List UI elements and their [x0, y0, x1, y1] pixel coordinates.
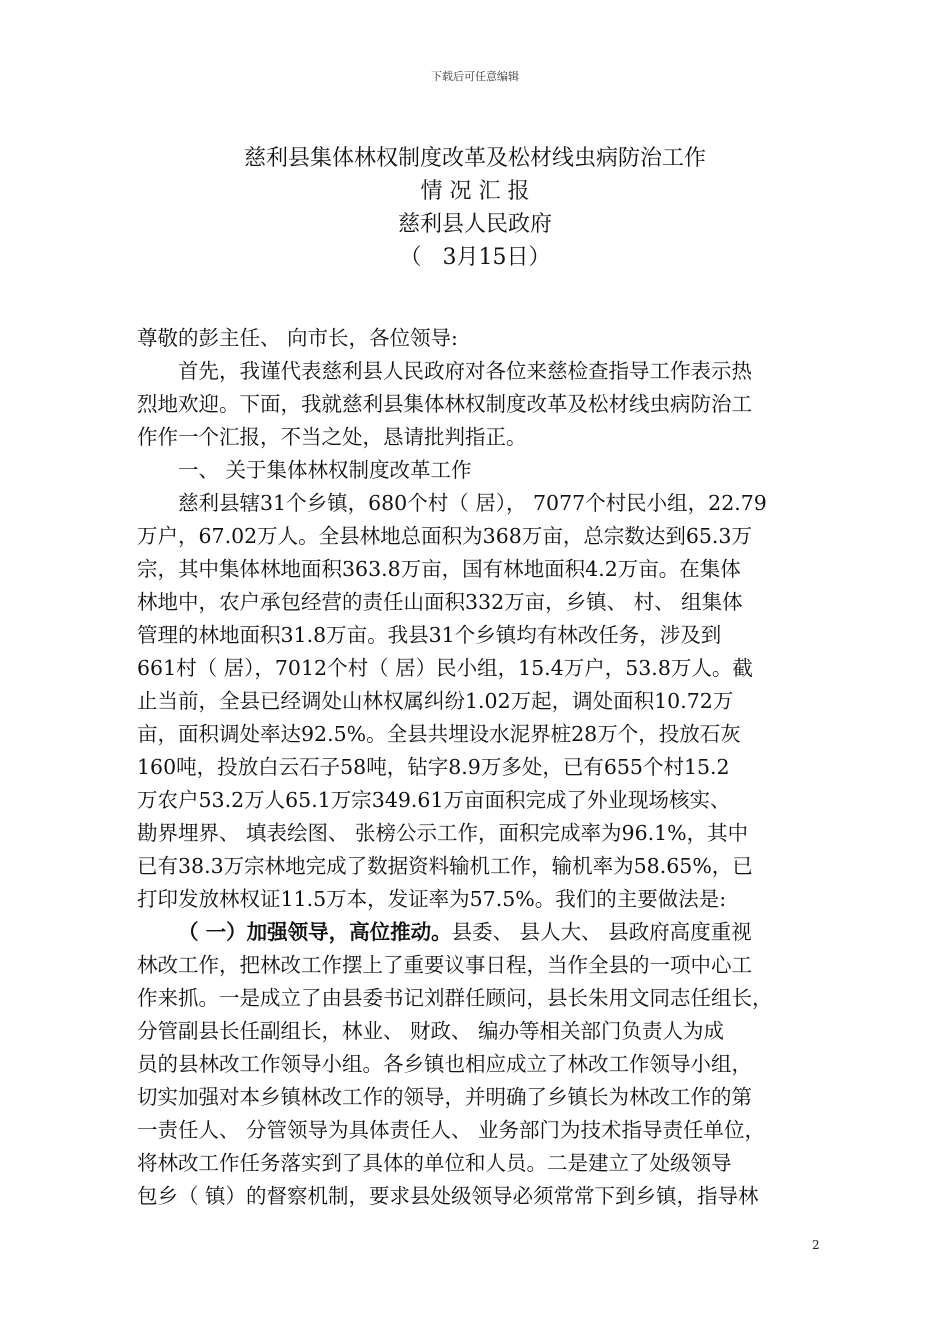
paragraph-line: 首先，我谨代表慈利县人民政府对各位来慈检查指导工作表示热	[178, 359, 752, 383]
title-line: 慈利县人民政府	[397, 212, 552, 237]
paragraph-line: 勘界埋界、 填表绘图、 张榜公示工作，面积完成率为96.1%，其中	[137, 821, 749, 845]
paragraph-line: 亩，面积调处率达92.5%。全县共埋设水泥界桩28万个，投放石灰	[137, 722, 741, 746]
document-body	[137, 322, 833, 1213]
paragraph-line: 切实加强对本乡镇林改工作的领导，并明确了乡镇长为林改工作的第	[137, 1085, 752, 1109]
header-note: 下载后可任意编辑	[431, 70, 519, 83]
paragraph-line: 林地中，农户承包经营的责任山面积332万亩，乡镇、 村、 组集体	[137, 590, 743, 614]
paragraph-line: 661村（ 居），7012个村（ 居）民小组，15.4万户，53.8万人。截	[137, 656, 753, 680]
paragraph-line: 打印发放林权证11.5万本，发证率为57.5%。我们的主要做法是:	[137, 887, 727, 911]
paragraph-line: 包乡（ 镇）的督察机制，要求县处级领导必须常常下到乡镇，指导林	[137, 1184, 759, 1208]
salutation: 尊敬的彭主任、 向市长，各位领导:	[137, 326, 458, 350]
paragraph-line: 160吨，投放白云石子58吨，钻字8.9万多处，已有655个村15.2	[137, 755, 730, 779]
paragraph-line: 员的县林改工作领导小组。各乡镇也相应成立了林改工作领导小组，	[137, 1052, 752, 1076]
subheading-bold: （ 一）加强领导，高位推动。	[178, 920, 452, 944]
paragraph-line: 宗，其中集体林地面积363.8万亩，国有林地面积4.2万亩。在集体	[137, 557, 741, 581]
paragraph-line: 万户，67.02万人。全县林地总面积为368万亩，总宗数达到65.3万	[137, 524, 752, 548]
title-line: 情 况 汇 报	[420, 179, 530, 204]
paragraph-line: 作作一个汇报，不当之处，恳请批判指正。	[137, 425, 527, 449]
document-title	[0, 142, 950, 274]
subheading-text: 县委、 县人大、 县政府高度重视	[451, 920, 752, 944]
title-line: 慈利县集体林权制度改革及松材线虫病防治工作	[243, 146, 706, 171]
paragraph-line: 一责任人、 分管领导为具体责任人、 业务部门为技术指导责任单位，	[137, 1118, 766, 1142]
section-heading: 一、 关于集体林权制度改革工作	[178, 458, 472, 482]
paragraph-line: 慈利县辖31个乡镇，680个村（ 居）， 7077个村民小组，22.79	[178, 491, 767, 515]
paragraph-line: 止当前，全县已经调处山林权属纠纷1.02万起，调处面积10.72万	[137, 689, 734, 713]
paragraph-line: 分管副县长任副组长，林业、 财政、 编办等相关部门负责人为成	[137, 1019, 725, 1043]
paragraph-line: 将林改工作任务落实到了具体的单位和人员。二是建立了处级领导	[137, 1151, 732, 1175]
paragraph-line: 万农户53.2万人65.1万宗349.61万亩面积完成了外业现场核实、	[137, 788, 731, 812]
paragraph-line: 已有38.3万宗林地完成了数据资料输机工作，输机率为58.65%，已	[137, 854, 753, 878]
title-date: （ 3月15日）	[399, 245, 551, 270]
page-number: 2	[812, 1238, 820, 1252]
paragraph-line: 作来抓。一是成立了由县委书记刘群任顾问，县长朱用文同志任组长，	[137, 986, 773, 1010]
subheading-line	[137, 916, 833, 949]
paragraph-line: 林改工作，把林改工作摆上了重要议事日程，当作全县的一项中心工	[137, 953, 752, 977]
paragraph-line: 烈地欢迎。下面，我就慈利县集体林权制度改革及松材线虫病防治工	[137, 392, 752, 416]
paragraph-line: 管理的林地面积31.8万亩。我县31个乡镇均有林改任务，涉及到	[137, 623, 722, 647]
